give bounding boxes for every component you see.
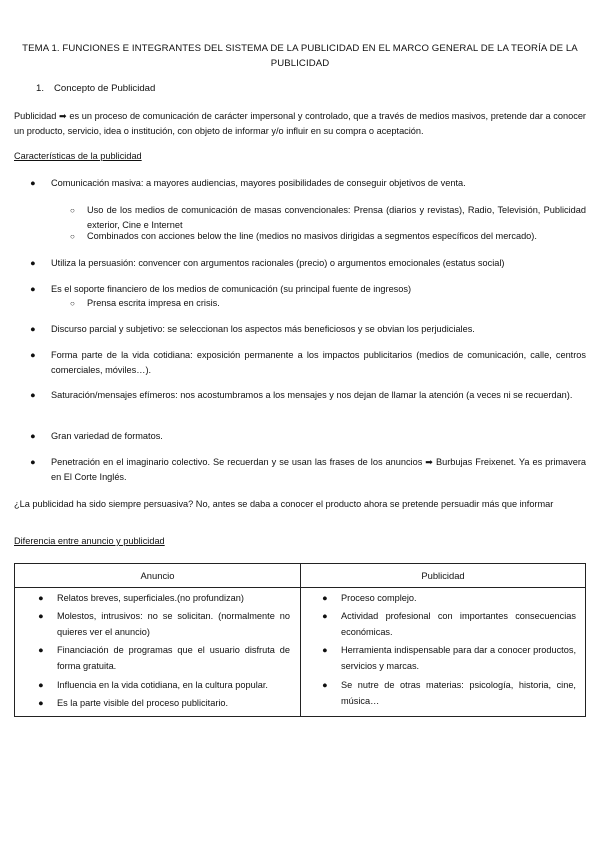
table-cell-text: Proceso complejo. [341, 593, 417, 603]
sub-item-text: Uso de los medios de comunicación de masas convencionales: Prensa (diarios y revistas), Radio, Televisión, Publicidad exterior, Cine e Internet [87, 205, 586, 230]
section-number: 1. [36, 83, 45, 94]
characteristics-heading: Características de la publicidad [14, 151, 142, 161]
table-cell-text: Actividad profesional con importantes consecuencias económicas. [341, 611, 576, 637]
bullet-icon: ● [30, 390, 36, 400]
bullet-icon: ● [322, 611, 328, 621]
table-header-divider [15, 587, 585, 588]
table-cell-text: Molestos, intrusivos: no se solicitan. (normalmente no quieres ver el anuncio) [57, 611, 290, 637]
sub-bullet-icon: ○ [70, 232, 75, 241]
bullet-icon: ● [30, 178, 36, 188]
section-heading-text: Concepto de Publicidad [54, 83, 156, 94]
characteristic-text: Utiliza la persuasión: convencer con argumentos racionales (precio) o argumentos emocionales (estatus social) [51, 258, 505, 268]
difference-table [14, 563, 586, 717]
characteristic-text: Discurso parcial y subjetivo: se seleccionan los aspectos más beneficiosos y se obvian los perjudiciales. [51, 324, 475, 334]
bullet-icon: ● [30, 350, 36, 360]
characteristic-text: Penetración en el imaginario colectivo. Se recuerdan y se usan las frases de los anuncios ➡ Burbujas Freixenet. Ya es primavera en El Corte Inglés. [51, 457, 586, 482]
table-cell-text: Relatos breves, superficiales.(no profundizan) [57, 593, 244, 603]
table-header-anuncio: Anuncio [140, 570, 175, 581]
sub-bullet-icon: ○ [70, 299, 75, 308]
table-cell-text: Se nutre de otras materias: psicología, historia, cine, música… [341, 680, 576, 706]
table-cell-text: Herramienta indispensable para dar a conocer productos, servicios y marcas. [341, 645, 576, 671]
sub-item-text: Combinados con acciones below the line (medios no masivos dirigidas a segmentos específicos del mercado). [87, 231, 537, 241]
bullet-icon: ● [322, 593, 328, 603]
characteristic-text: Es el soporte financiero de los medios de comunicación (su principal fuente de ingresos) [51, 284, 412, 294]
bullet-icon: ● [30, 431, 36, 441]
bullet-icon: ● [38, 645, 44, 655]
characteristic-text: Gran variedad de formatos. [51, 431, 163, 441]
characteristic-text: Comunicación masiva: a mayores audiencias, mayores posibilidades de conseguir objetivos de venta. [51, 178, 466, 188]
characteristic-text: Forma parte de la vida cotidiana: exposición permanente a los impactos publicitarios (medios de comunicación, calle, centros comerciales, móviles…). [51, 350, 586, 375]
bullet-icon: ● [30, 258, 36, 268]
bullet-icon: ● [38, 680, 44, 690]
section-heading [36, 83, 155, 94]
bullet-icon: ● [322, 680, 328, 690]
bullet-icon: ● [30, 324, 36, 334]
document-title: TEMA 1. FUNCIONES E INTEGRANTES DEL SISTEMA DE LA PUBLICIDAD EN EL MARCO GENERAL DE LA TEORÍA DE LA PUBLICIDAD [22, 43, 578, 69]
characteristic-text: Saturación/mensajes efímeros: nos acostumbramos a los mensajes y nos dejan de llamar la atención (a veces ni se recuerdan). [51, 390, 573, 400]
table-cell-text: Financiación de programas que el usuario disfruta de forma gratuita. [57, 645, 290, 671]
bullet-icon: ● [38, 698, 44, 708]
definition-paragraph: Publicidad ➡ es un proceso de comunicación de carácter impersonal y controlado, que a través de medios masivos, pretende dar a conocer un producto, servicio, idea o institución, con objeto de informar y/o influir en su compra o aceptación. [14, 111, 586, 136]
table-cell-text: Influencia en la vida cotidiana, en la cultura popular. [57, 680, 268, 690]
bullet-icon: ● [38, 593, 44, 603]
bullet-icon: ● [322, 645, 328, 655]
question-paragraph: ¿La publicidad ha sido siempre persuasiva? No, antes se daba a conocer el producto ahora se pretende persuadir más que informar [14, 499, 554, 509]
sub-bullet-icon: ○ [70, 206, 75, 215]
sub-item-text: Prensa escrita impresa en crisis. [87, 298, 220, 308]
table-cell-text: Es la parte visible del proceso publicitario. [57, 698, 229, 708]
bullet-icon: ● [38, 611, 44, 621]
difference-heading: Diferencia entre anuncio y publicidad [14, 536, 165, 546]
bullet-icon: ● [30, 457, 36, 467]
bullet-icon: ● [30, 284, 36, 294]
table-header-publicidad: Publicidad [421, 570, 465, 581]
